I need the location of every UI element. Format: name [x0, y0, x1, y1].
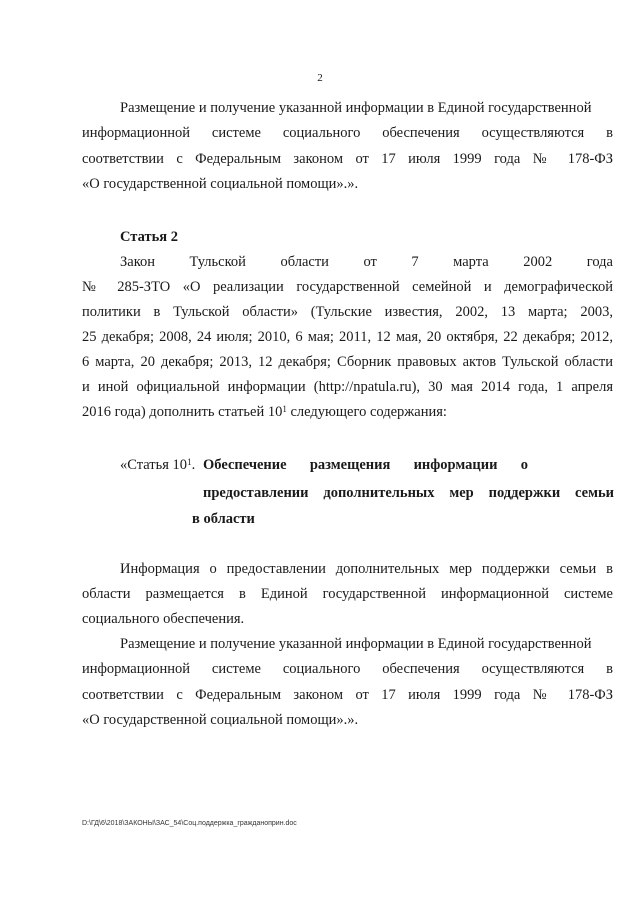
paragraph-line: области размещается в Единой государственной информационной системе — [82, 586, 613, 602]
paragraph-line: социального обеспечения. — [82, 611, 245, 627]
paragraph-line: Размещение и получение указанной информации в Единой государственной — [120, 636, 592, 652]
article-10-1-title-line: в области — [192, 511, 255, 527]
paragraph-line: Информация о предоставлении дополнительных мер поддержки семьи в — [120, 561, 613, 577]
article-prefix-dot: . — [191, 457, 196, 473]
paragraph-line: соответствии с Федеральным законом от 17 июля 1999 года № 178-ФЗ — [82, 687, 613, 703]
footer-file-path: D:\ГД\6\2018\ЗАКОНЫ\ЗАС_54\Соц.поддержка_гражданоприн.doc — [82, 820, 297, 827]
page-number: 2 — [317, 72, 323, 84]
paragraph-line: Закон Тульской области от 7 марта 2002 года — [120, 254, 613, 270]
paragraph-line: Размещение и получение указанной информации в Единой государственной — [120, 100, 592, 116]
paragraph-line: 25 декабря; 2008, 24 июля; 2010, 6 мая; 2011, 12 мая, 20 октября, 22 декабря; 2012, — [82, 329, 613, 345]
paragraph-line: и иной официальной информации (http://npatula.ru), 30 мая 2014 года, 1 апреля — [82, 379, 613, 395]
superscript: 1 — [187, 457, 192, 467]
paragraph-line: «О государственной социальной помощи».». — [82, 712, 359, 728]
paragraph-line: «О государственной социальной помощи».». — [82, 176, 359, 192]
paragraph-line: 6 марта, 20 декабря; 2013, 12 декабря; Сборник правовых актов Тульской области — [82, 354, 613, 370]
paragraph-line: № 285-ЗТО «О реализации государственной семейной и демографической — [82, 279, 613, 295]
paragraph-line: соответствии с Федеральным законом от 17 июля 1999 года № 178-ФЗ — [82, 151, 613, 167]
article-10-1-title-line: Обеспечение размещения информации о — [203, 457, 528, 473]
paragraph-line: информационной системе социального обеспечения осуществляются в — [82, 661, 613, 677]
paragraph-line — [82, 400, 613, 425]
article-2-title: Статья 2 — [120, 229, 178, 245]
paragraph-text: следующего содержания: — [286, 404, 447, 420]
paragraph-line: информационной системе социального обеспечения осуществляются в — [82, 125, 613, 141]
paragraph-line: политики в Тульской области» (Тульские известия, 2002, 13 марта; 2003, — [82, 304, 613, 320]
paragraph-text: 2016 года) дополнить статьей 10 — [82, 404, 283, 420]
article-10-1-title-line: предоставлении дополнительных мер поддержки семьи — [203, 485, 614, 501]
article-10-1-prefix — [120, 453, 195, 478]
superscript: 1 — [282, 404, 287, 414]
article-prefix-text: «Статья 10 — [120, 457, 188, 473]
